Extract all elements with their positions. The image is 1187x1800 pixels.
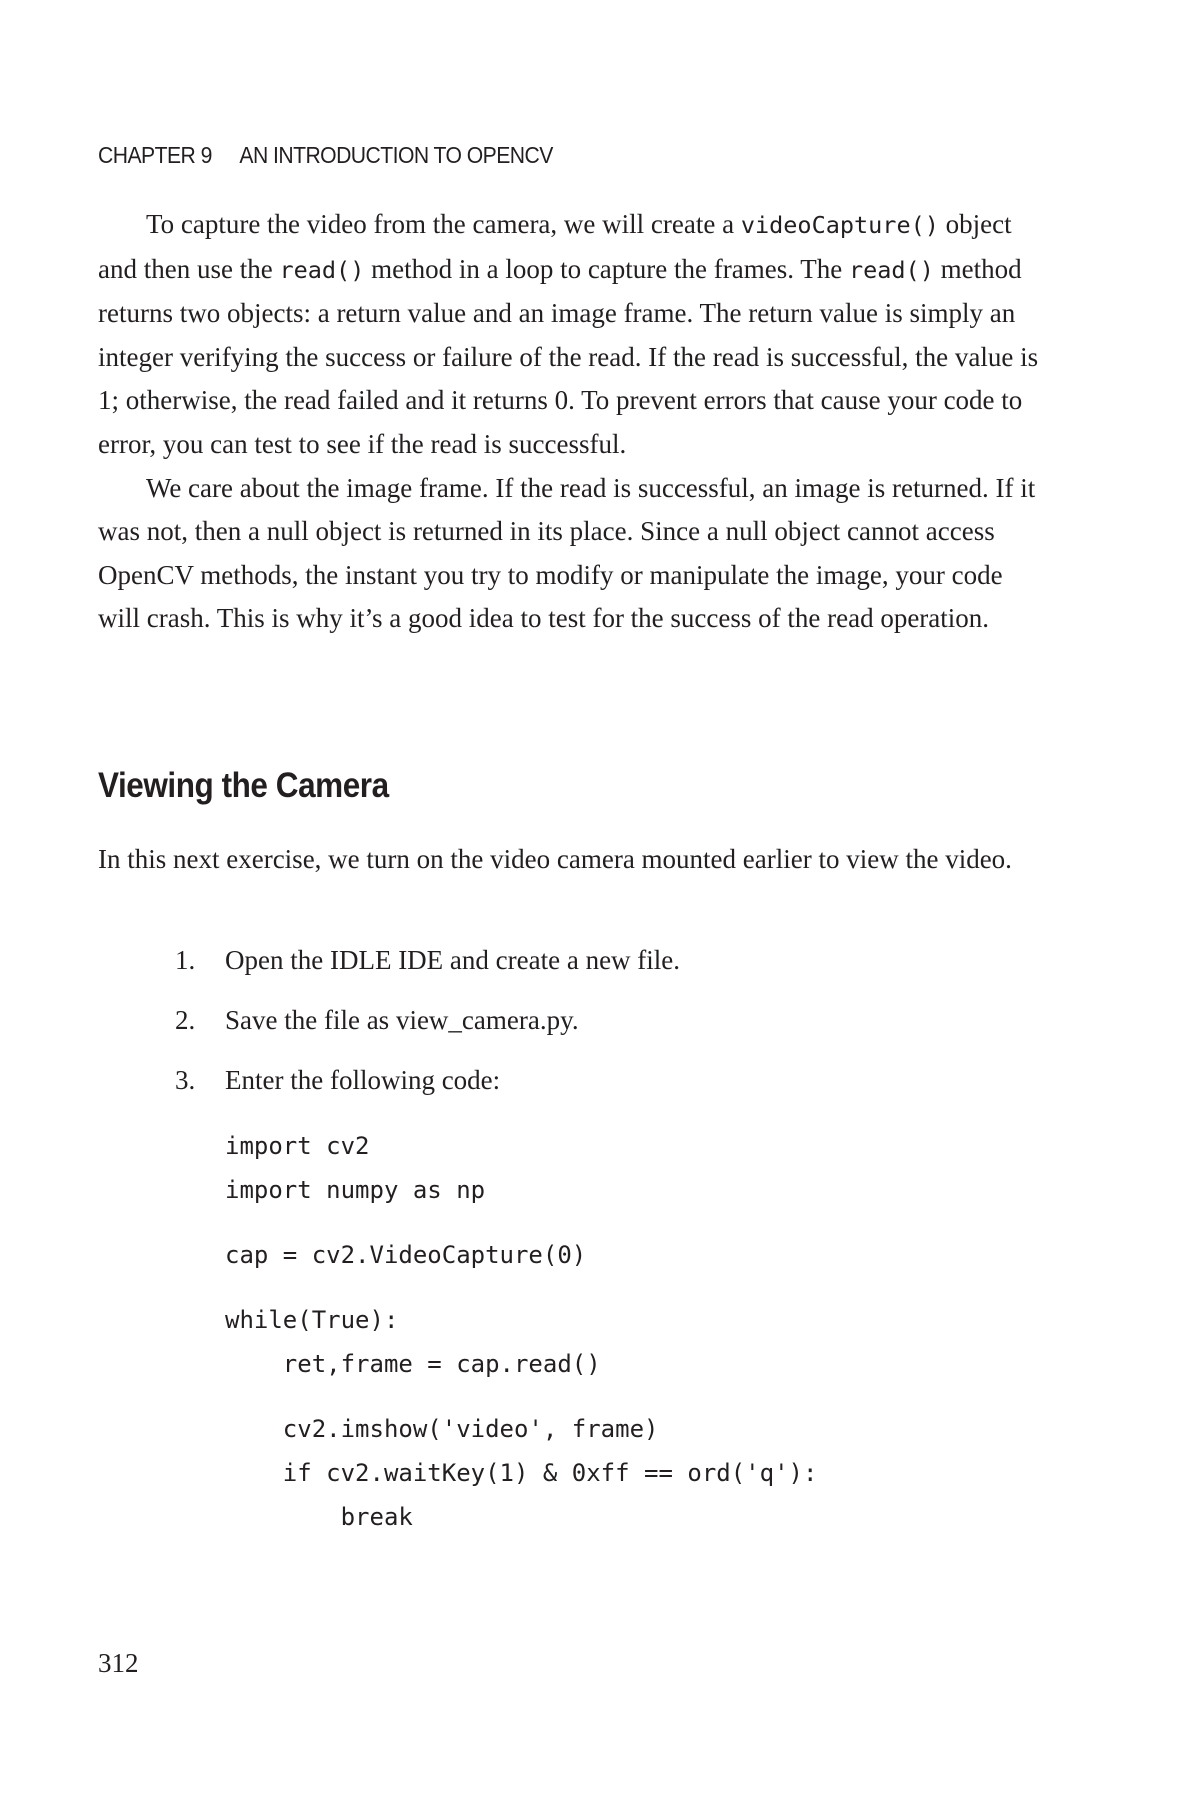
paragraph-text: To capture the video from the camera, we will create a bbox=[146, 209, 741, 239]
code-line: while(True): bbox=[225, 1306, 399, 1334]
inline-code: read() bbox=[848, 255, 934, 284]
code-line: ret,frame = cap.read() bbox=[225, 1350, 601, 1378]
inline-code: read() bbox=[279, 255, 365, 284]
section-heading: Viewing the Camera bbox=[98, 766, 389, 805]
book-page bbox=[98, 0, 1048, 1800]
code-line: cap = cv2.VideoCapture(0) bbox=[225, 1241, 587, 1269]
step-number: 2. bbox=[175, 1005, 196, 1035]
step-text: Open the IDLE IDE and create a new file. bbox=[225, 945, 681, 975]
code-line: if cv2.waitKey(1) & 0xff == ord('q'): bbox=[225, 1459, 818, 1487]
intro-paragraph: In this next exercise, we turn on the video camera mounted earlier to view the video. bbox=[98, 844, 1012, 874]
code-line: cv2.imshow('video', frame) bbox=[225, 1415, 659, 1443]
body-text bbox=[98, 203, 1048, 641]
paragraph-image-frame: We care about the image frame. If the read is successful, an image is returned. If it was not, then a null object is returned in its place. Since a null object cannot access OpenCV methods, the instant you try to modify or manipulate the image, your code will crash. This is why it’s a good idea to test for the success of the read operation. bbox=[98, 472, 1036, 634]
paragraph-text: method returns two objects: a return value and an image frame. The return value is simply an integer verifying the success or failure of the read. If the read is successful, the value is 1; otherwise, the read failed and it returns 0. To prevent errors that cause your code to error, you can test to see if the read is successful. bbox=[98, 253, 1039, 459]
chapter-label: CHAPTER 9 bbox=[98, 142, 212, 168]
chapter-title: AN INTRODUCTION TO OPENCV bbox=[239, 142, 553, 168]
code-line: import cv2 bbox=[225, 1132, 370, 1160]
running-head bbox=[98, 142, 553, 169]
step-text: Enter the following code: bbox=[225, 1065, 501, 1095]
code-line: break bbox=[225, 1503, 413, 1531]
code-block bbox=[225, 1128, 818, 1531]
step-number: 1. bbox=[175, 945, 196, 975]
paragraph-text: method in a loop to capture the frames. The bbox=[364, 253, 849, 284]
step-number: 3. bbox=[175, 1065, 196, 1095]
step-text: Save the file as view_camera.py. bbox=[225, 1005, 579, 1035]
code-line: import numpy as np bbox=[225, 1176, 486, 1204]
page-number: 312 bbox=[98, 1648, 139, 1678]
paragraph-text: object and then use the bbox=[98, 209, 1012, 284]
inline-code: videoCapture() bbox=[740, 211, 939, 239]
paragraph-capture bbox=[98, 203, 1048, 467]
